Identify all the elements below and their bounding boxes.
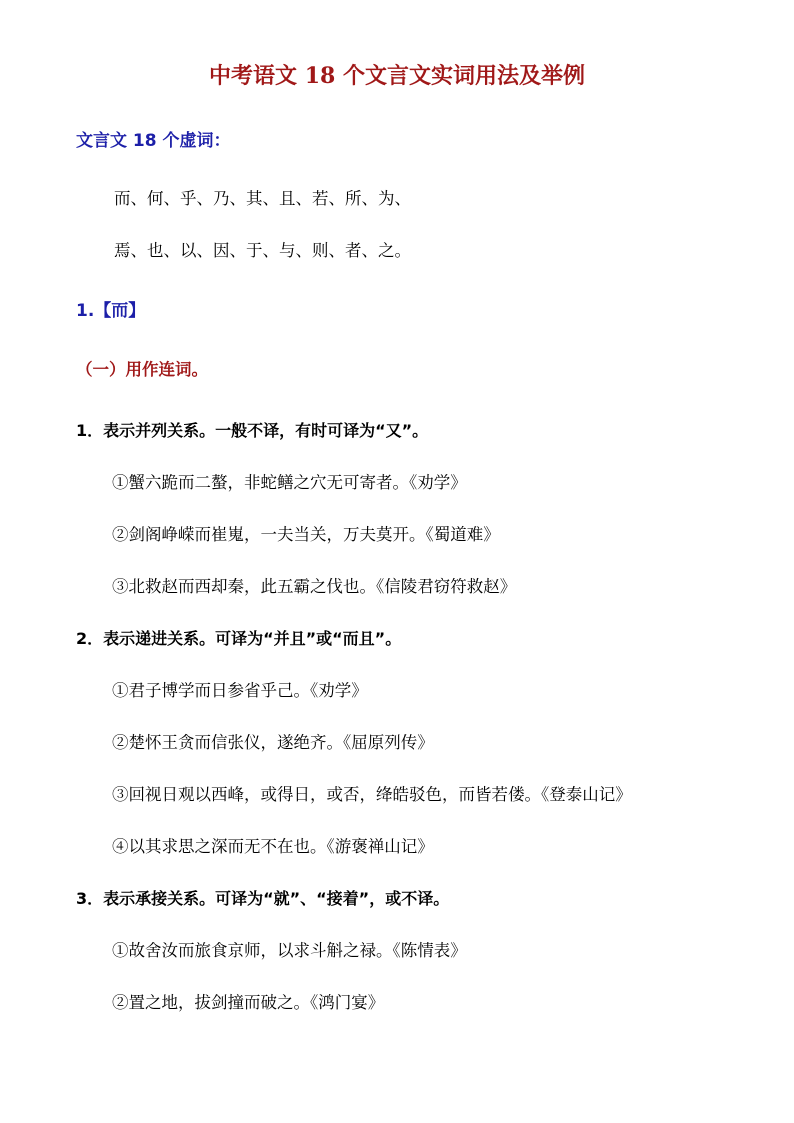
subsection-heading: （一）用作连词。: [76, 360, 208, 379]
page-title: 中考语文 18 个文言文实词用法及举例: [209, 63, 585, 89]
example-sentence: ②剑阁峥嵘而崔嵬，一夫当关，万夫莫开。《蜀道难》: [112, 525, 500, 544]
function-words-line-2: 焉、也、以、因、于、与、则、者、之。: [114, 241, 411, 260]
usage-heading: 1．表示并列关系。一般不译，有时可译为“又”。: [76, 421, 429, 440]
example-sentence: ③回视日观以西峰，或得日，或否，绛皓驳色，而皆若偻。《登泰山记》: [112, 785, 632, 804]
example-sentence: ④以其求思之深而无不在也。《游褒禅山记》: [112, 837, 434, 856]
section-heading: 1.【而】: [76, 301, 146, 321]
intro-heading: 文言文 18 个虚词：: [76, 131, 231, 151]
usage-heading: 3．表示承接关系。可译为“就”、“接着”，或不译。: [76, 889, 450, 908]
example-sentence: ①蟹六跪而二螯，非蛇鳝之穴无可寄者。《劝学》: [112, 473, 467, 492]
function-words-line-1: 而、何、乎、乃、其、且、若、所、为、: [114, 189, 411, 208]
example-sentence: ②楚怀王贪而信张仪，遂绝齐。《屈原列传》: [112, 733, 434, 752]
example-sentence: ①君子博学而日参省乎己。《劝学》: [112, 681, 368, 700]
example-sentence: ②置之地，拔剑撞而破之。《鸿门宴》: [112, 993, 385, 1012]
example-sentence: ①故舍汝而旅食京师，以求斗斛之禄。《陈情表》: [112, 941, 467, 960]
example-sentence: ③北救赵而西却秦，此五霸之伐也。《信陵君窃符救赵》: [112, 577, 517, 596]
usage-heading: 2．表示递进关系。可译为“并且”或“而且”。: [76, 629, 402, 648]
